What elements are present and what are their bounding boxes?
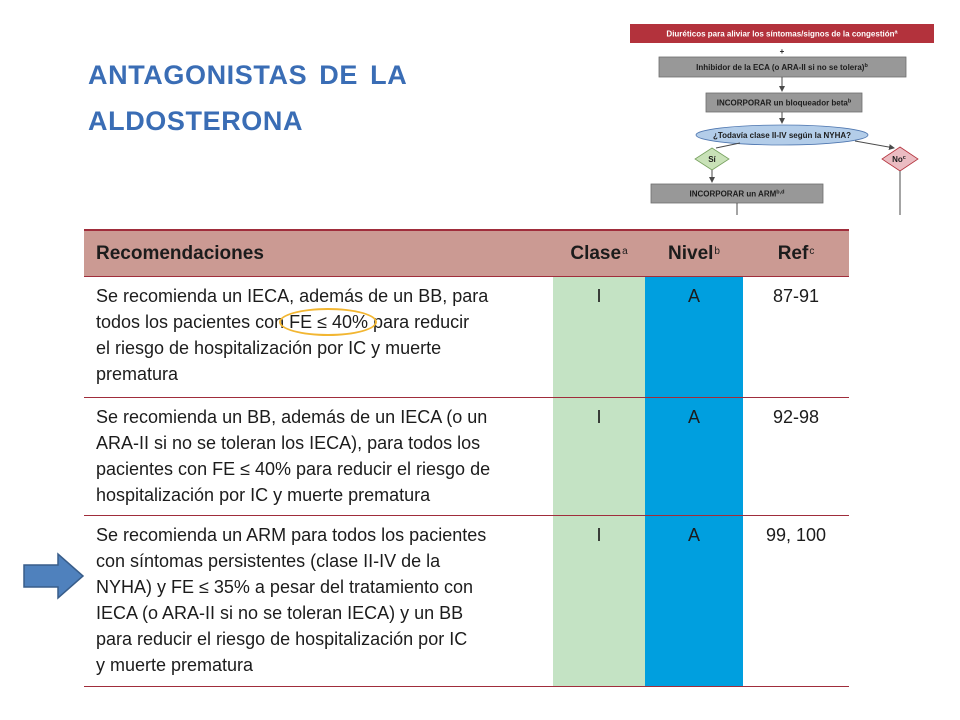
slide-title-line-1: ANTAGONISTAS DE LA [88, 60, 408, 90]
table-row [84, 398, 849, 516]
slide-title-line-2: ALDOSTERONA [88, 106, 304, 136]
recommendation-line: Se recomienda un BB, además de un IECA (o un [96, 407, 488, 427]
recommendation-line [96, 309, 553, 335]
ref-cell: 92-98 [772, 407, 820, 427]
flow-step-betablocker-label: INCORPORAR un bloqueador beta$^b$ [716, 98, 852, 108]
recommendation-line: Se recomienda un ARM para todos los pacientes [96, 525, 487, 545]
highlighted-ef-threshold: FE ≤ 40% [289, 312, 369, 332]
recommendation-line: ARA-II si no se toleran los IECA), para todos los [96, 433, 481, 453]
recommendation-line: el riesgo de hospitalización por IC y muerte [96, 338, 442, 358]
recommendation-line: para reducir el riesgo de hospitalización por IC [96, 629, 468, 649]
nivel-cell: A [645, 516, 743, 686]
table-body [84, 277, 849, 687]
recommendation-cell [84, 516, 553, 686]
recommendation-line: prematura [96, 364, 179, 384]
flow-connector [855, 141, 894, 148]
recommendation-cell [84, 398, 553, 515]
nivel-cell: A [645, 398, 743, 515]
nivel-cell: A [645, 277, 743, 397]
flow-question-label: ¿Todavía clase II-IV según la NYHA? [712, 131, 852, 140]
table-header-row [84, 229, 849, 277]
treatment-flowchart [0, 0, 960, 220]
table-row [84, 277, 849, 398]
clase-cell: I [553, 398, 645, 515]
recommendations-table [84, 229, 849, 687]
clase-cell: I [553, 516, 645, 686]
flow-plus-sign: + [779, 47, 785, 56]
recommendation-line: pacientes con FE ≤ 40% para reducir el riesgo de [96, 459, 491, 479]
flow-connector [716, 143, 740, 148]
header-ref: Ref $^c$ [777, 242, 815, 264]
ref-cell: 87-91 [772, 286, 820, 306]
recommendation-line: Se recomienda un IECA, además de un BB, para [96, 286, 489, 306]
header-recomendaciones: Recomendaciones [96, 242, 264, 264]
recommendation-line: IECA (o ARA-II si no se toleran IECA) y un BB [96, 603, 464, 623]
recommendation-line: hospitalización por IC y muerte prematura [96, 485, 431, 505]
flow-step-diuretics-label: Diuréticos para aliviar los síntomas/signos de la congestión$^a$ [666, 29, 898, 39]
flow-yes-label: Sí [708, 155, 716, 164]
recommendation-cell [84, 277, 553, 397]
recommendation-line: NYHA) y FE ≤ 35% a pesar del tratamiento con [96, 577, 474, 597]
recommendation-text: para reducir [368, 312, 470, 332]
ref-cell: 99, 100 [765, 525, 827, 545]
recommendation-line: y muerte prematura [96, 655, 254, 675]
table-row [84, 516, 849, 687]
flow-step-ieca-label: Inhibidor de la ECA (o ARA-II si no se tolera)$^b$ [696, 63, 868, 72]
recommendation-line: con síntomas persistentes (clase II-IV de la [96, 551, 441, 571]
header-nivel: Nivel $^b$ [668, 242, 720, 264]
right-arrow-icon [22, 552, 86, 602]
header-clase: Clase $^a$ [570, 242, 628, 264]
flow-step-arm-label: INCORPORAR un ARM$^{b,d}$ [689, 189, 785, 199]
recommendation-text: todos los pacientes con [96, 312, 290, 332]
flow-no-label: No$^c$ [892, 155, 906, 164]
clase-cell: I [553, 277, 645, 397]
